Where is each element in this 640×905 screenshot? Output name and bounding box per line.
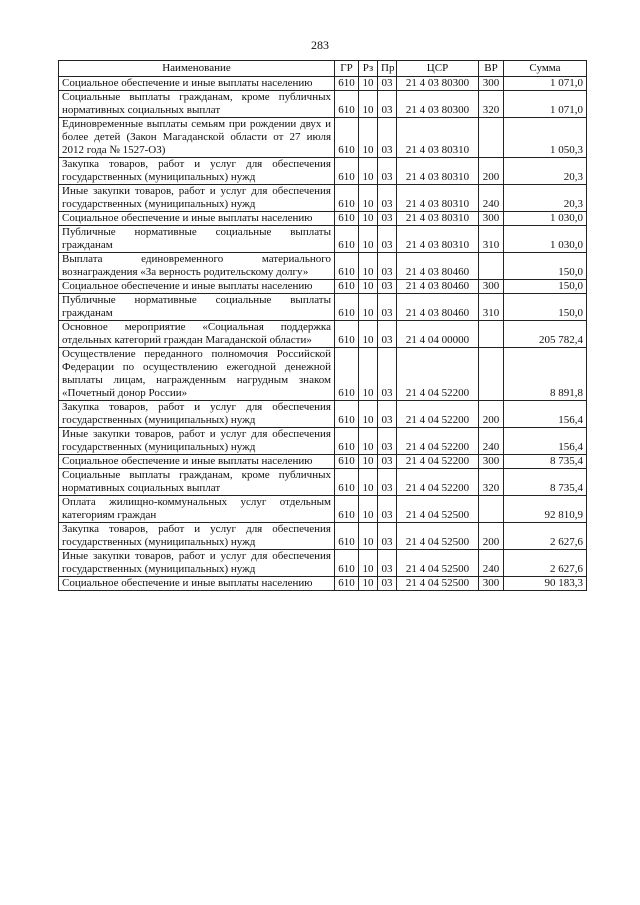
cell-rz: 10 <box>359 294 378 321</box>
cell-csr: 21 4 03 80460 <box>397 280 479 294</box>
cell-rz: 10 <box>359 550 378 577</box>
cell-gr: 610 <box>335 280 359 294</box>
cell-gr: 610 <box>335 212 359 226</box>
cell-gr: 610 <box>335 118 359 158</box>
cell-sum: 20,3 <box>504 185 587 212</box>
cell-csr: 21 4 04 52500 <box>397 523 479 550</box>
cell-pr: 03 <box>378 348 397 401</box>
header-rz: Рз <box>359 61 378 77</box>
table-row <box>59 280 587 294</box>
cell-sum: 150,0 <box>504 294 587 321</box>
cell-sum: 150,0 <box>504 280 587 294</box>
cell-name: Выплата единовременного материального вознаграждения «За верность родительскому долгу» <box>59 253 335 280</box>
table-row <box>59 428 587 455</box>
cell-rz: 10 <box>359 401 378 428</box>
cell-sum: 150,0 <box>504 253 587 280</box>
cell-rz: 10 <box>359 455 378 469</box>
cell-vr <box>479 118 504 158</box>
cell-sum: 1 030,0 <box>504 226 587 253</box>
page-number: 283 <box>311 38 329 52</box>
cell-sum: 156,4 <box>504 401 587 428</box>
cell-name: Осуществление переданного полномочия Российской Федерации по осуществлению ежегодной денежной выплаты лицам, награжденным нагрудным знаком «Почетный донор России» <box>59 348 335 401</box>
cell-pr: 03 <box>378 577 397 591</box>
cell-gr: 610 <box>335 469 359 496</box>
cell-sum: 92 810,9 <box>504 496 587 523</box>
table-row <box>59 158 587 185</box>
table-row <box>59 469 587 496</box>
cell-pr: 03 <box>378 280 397 294</box>
cell-name: Единовременные выплаты семьям при рождении двух и более детей (Закон Магаданской области от 27 июля 2012 года № 1527-ОЗ) <box>59 118 335 158</box>
cell-rz: 10 <box>359 118 378 158</box>
cell-gr: 610 <box>335 523 359 550</box>
cell-sum: 2 627,6 <box>504 550 587 577</box>
table-header-row <box>59 61 587 77</box>
table-row <box>59 455 587 469</box>
cell-csr: 21 4 04 52200 <box>397 455 479 469</box>
table-row <box>59 550 587 577</box>
cell-csr: 21 4 03 80310 <box>397 185 479 212</box>
cell-name: Социальное обеспечение и иные выплаты населению <box>59 212 335 226</box>
cell-name: Социальные выплаты гражданам, кроме публичных нормативных социальных выплат <box>59 91 335 118</box>
cell-gr: 610 <box>335 294 359 321</box>
cell-pr: 03 <box>378 496 397 523</box>
table-row <box>59 348 587 401</box>
table-row <box>59 226 587 253</box>
cell-gr: 610 <box>335 226 359 253</box>
header-gr: ГР <box>335 61 359 77</box>
cell-pr: 03 <box>378 455 397 469</box>
cell-rz: 10 <box>359 185 378 212</box>
cell-gr: 610 <box>335 321 359 348</box>
cell-rz: 10 <box>359 158 378 185</box>
cell-gr: 610 <box>335 253 359 280</box>
cell-name: Закупка товаров, работ и услуг для обеспечения государственных (муниципальных) нужд <box>59 523 335 550</box>
cell-vr: 300 <box>479 577 504 591</box>
cell-vr: 200 <box>479 158 504 185</box>
table-body <box>59 77 587 591</box>
cell-pr: 03 <box>378 91 397 118</box>
cell-rz: 10 <box>359 91 378 118</box>
cell-vr: 300 <box>479 280 504 294</box>
header-name: Наименование <box>59 61 335 77</box>
cell-rz: 10 <box>359 428 378 455</box>
cell-pr: 03 <box>378 77 397 91</box>
cell-name: Публичные нормативные социальные выплаты гражданам <box>59 226 335 253</box>
cell-sum: 156,4 <box>504 428 587 455</box>
cell-rz: 10 <box>359 348 378 401</box>
cell-vr: 300 <box>479 455 504 469</box>
cell-csr: 21 4 04 52200 <box>397 401 479 428</box>
budget-table <box>58 60 587 591</box>
table-row <box>59 185 587 212</box>
cell-sum: 2 627,6 <box>504 523 587 550</box>
cell-vr: 320 <box>479 91 504 118</box>
cell-name: Иные закупки товаров, работ и услуг для обеспечения государственных (муниципальных) нужд <box>59 428 335 455</box>
cell-rz: 10 <box>359 253 378 280</box>
cell-pr: 03 <box>378 401 397 428</box>
header-vr: ВР <box>479 61 504 77</box>
cell-csr: 21 4 03 80310 <box>397 158 479 185</box>
cell-vr: 310 <box>479 294 504 321</box>
cell-sum: 1 030,0 <box>504 212 587 226</box>
cell-vr: 200 <box>479 401 504 428</box>
cell-gr: 610 <box>335 158 359 185</box>
table-row <box>59 577 587 591</box>
cell-gr: 610 <box>335 550 359 577</box>
cell-rz: 10 <box>359 469 378 496</box>
cell-pr: 03 <box>378 253 397 280</box>
cell-csr: 21 4 03 80460 <box>397 253 479 280</box>
cell-gr: 610 <box>335 348 359 401</box>
cell-gr: 610 <box>335 185 359 212</box>
cell-sum: 1 071,0 <box>504 77 587 91</box>
cell-sum: 1 050,3 <box>504 118 587 158</box>
cell-gr: 610 <box>335 428 359 455</box>
cell-csr: 21 4 03 80310 <box>397 118 479 158</box>
cell-rz: 10 <box>359 577 378 591</box>
cell-csr: 21 4 04 52200 <box>397 469 479 496</box>
cell-pr: 03 <box>378 212 397 226</box>
cell-gr: 610 <box>335 77 359 91</box>
cell-name: Закупка товаров, работ и услуг для обеспечения государственных (муниципальных) нужд <box>59 158 335 185</box>
cell-pr: 03 <box>378 118 397 158</box>
cell-name: Социальное обеспечение и иные выплаты населению <box>59 577 335 591</box>
cell-pr: 03 <box>378 469 397 496</box>
table-row <box>59 523 587 550</box>
header-sum: Сумма <box>504 61 587 77</box>
cell-gr: 610 <box>335 577 359 591</box>
cell-sum: 1 071,0 <box>504 91 587 118</box>
cell-csr: 21 4 03 80460 <box>397 294 479 321</box>
table-row <box>59 212 587 226</box>
cell-name: Основное мероприятие «Социальная поддержка отдельных категорий граждан Магаданской области» <box>59 321 335 348</box>
table-row <box>59 91 587 118</box>
cell-pr: 03 <box>378 321 397 348</box>
cell-gr: 610 <box>335 496 359 523</box>
cell-vr: 240 <box>479 428 504 455</box>
cell-sum: 20,3 <box>504 158 587 185</box>
cell-name: Социальное обеспечение и иные выплаты населению <box>59 77 335 91</box>
cell-name: Социальное обеспечение и иные выплаты населению <box>59 455 335 469</box>
cell-csr: 21 4 03 80310 <box>397 226 479 253</box>
cell-sum: 8 735,4 <box>504 469 587 496</box>
cell-gr: 610 <box>335 401 359 428</box>
cell-csr: 21 4 03 80300 <box>397 77 479 91</box>
cell-vr: 240 <box>479 185 504 212</box>
cell-vr: 310 <box>479 226 504 253</box>
cell-gr: 610 <box>335 455 359 469</box>
cell-csr: 21 4 03 80300 <box>397 91 479 118</box>
cell-pr: 03 <box>378 226 397 253</box>
cell-rz: 10 <box>359 280 378 294</box>
cell-rz: 10 <box>359 77 378 91</box>
cell-name: Иные закупки товаров, работ и услуг для обеспечения государственных (муниципальных) нужд <box>59 550 335 577</box>
table-row <box>59 294 587 321</box>
table-row <box>59 401 587 428</box>
cell-name: Публичные нормативные социальные выплаты гражданам <box>59 294 335 321</box>
header-pr: Пр <box>378 61 397 77</box>
cell-rz: 10 <box>359 212 378 226</box>
cell-rz: 10 <box>359 496 378 523</box>
cell-csr: 21 4 04 00000 <box>397 321 479 348</box>
cell-sum: 205 782,4 <box>504 321 587 348</box>
table-row <box>59 321 587 348</box>
cell-rz: 10 <box>359 226 378 253</box>
table-row <box>59 118 587 158</box>
cell-pr: 03 <box>378 550 397 577</box>
cell-pr: 03 <box>378 294 397 321</box>
header-csr: ЦСР <box>397 61 479 77</box>
cell-vr: 320 <box>479 469 504 496</box>
cell-sum: 8 891,8 <box>504 348 587 401</box>
cell-pr: 03 <box>378 428 397 455</box>
cell-name: Иные закупки товаров, работ и услуг для обеспечения государственных (муниципальных) нужд <box>59 185 335 212</box>
cell-vr <box>479 253 504 280</box>
cell-vr: 200 <box>479 523 504 550</box>
table-row <box>59 253 587 280</box>
cell-name: Оплата жилищно-коммунальных услуг отдельным категориям граждан <box>59 496 335 523</box>
cell-csr: 21 4 04 52200 <box>397 348 479 401</box>
cell-vr: 300 <box>479 212 504 226</box>
cell-vr <box>479 496 504 523</box>
cell-name: Закупка товаров, работ и услуг для обеспечения государственных (муниципальных) нужд <box>59 401 335 428</box>
cell-vr <box>479 348 504 401</box>
table-row <box>59 77 587 91</box>
cell-name: Социальные выплаты гражданам, кроме публичных нормативных социальных выплат <box>59 469 335 496</box>
cell-csr: 21 4 04 52500 <box>397 577 479 591</box>
cell-sum: 90 183,3 <box>504 577 587 591</box>
cell-pr: 03 <box>378 158 397 185</box>
cell-sum: 8 735,4 <box>504 455 587 469</box>
cell-vr: 240 <box>479 550 504 577</box>
table-row <box>59 496 587 523</box>
cell-name: Социальное обеспечение и иные выплаты населению <box>59 280 335 294</box>
cell-vr <box>479 321 504 348</box>
cell-rz: 10 <box>359 523 378 550</box>
cell-rz: 10 <box>359 321 378 348</box>
cell-csr: 21 4 04 52200 <box>397 428 479 455</box>
cell-csr: 21 4 04 52500 <box>397 550 479 577</box>
cell-gr: 610 <box>335 91 359 118</box>
cell-csr: 21 4 04 52500 <box>397 496 479 523</box>
cell-vr: 300 <box>479 77 504 91</box>
cell-pr: 03 <box>378 185 397 212</box>
cell-csr: 21 4 03 80310 <box>397 212 479 226</box>
cell-pr: 03 <box>378 523 397 550</box>
